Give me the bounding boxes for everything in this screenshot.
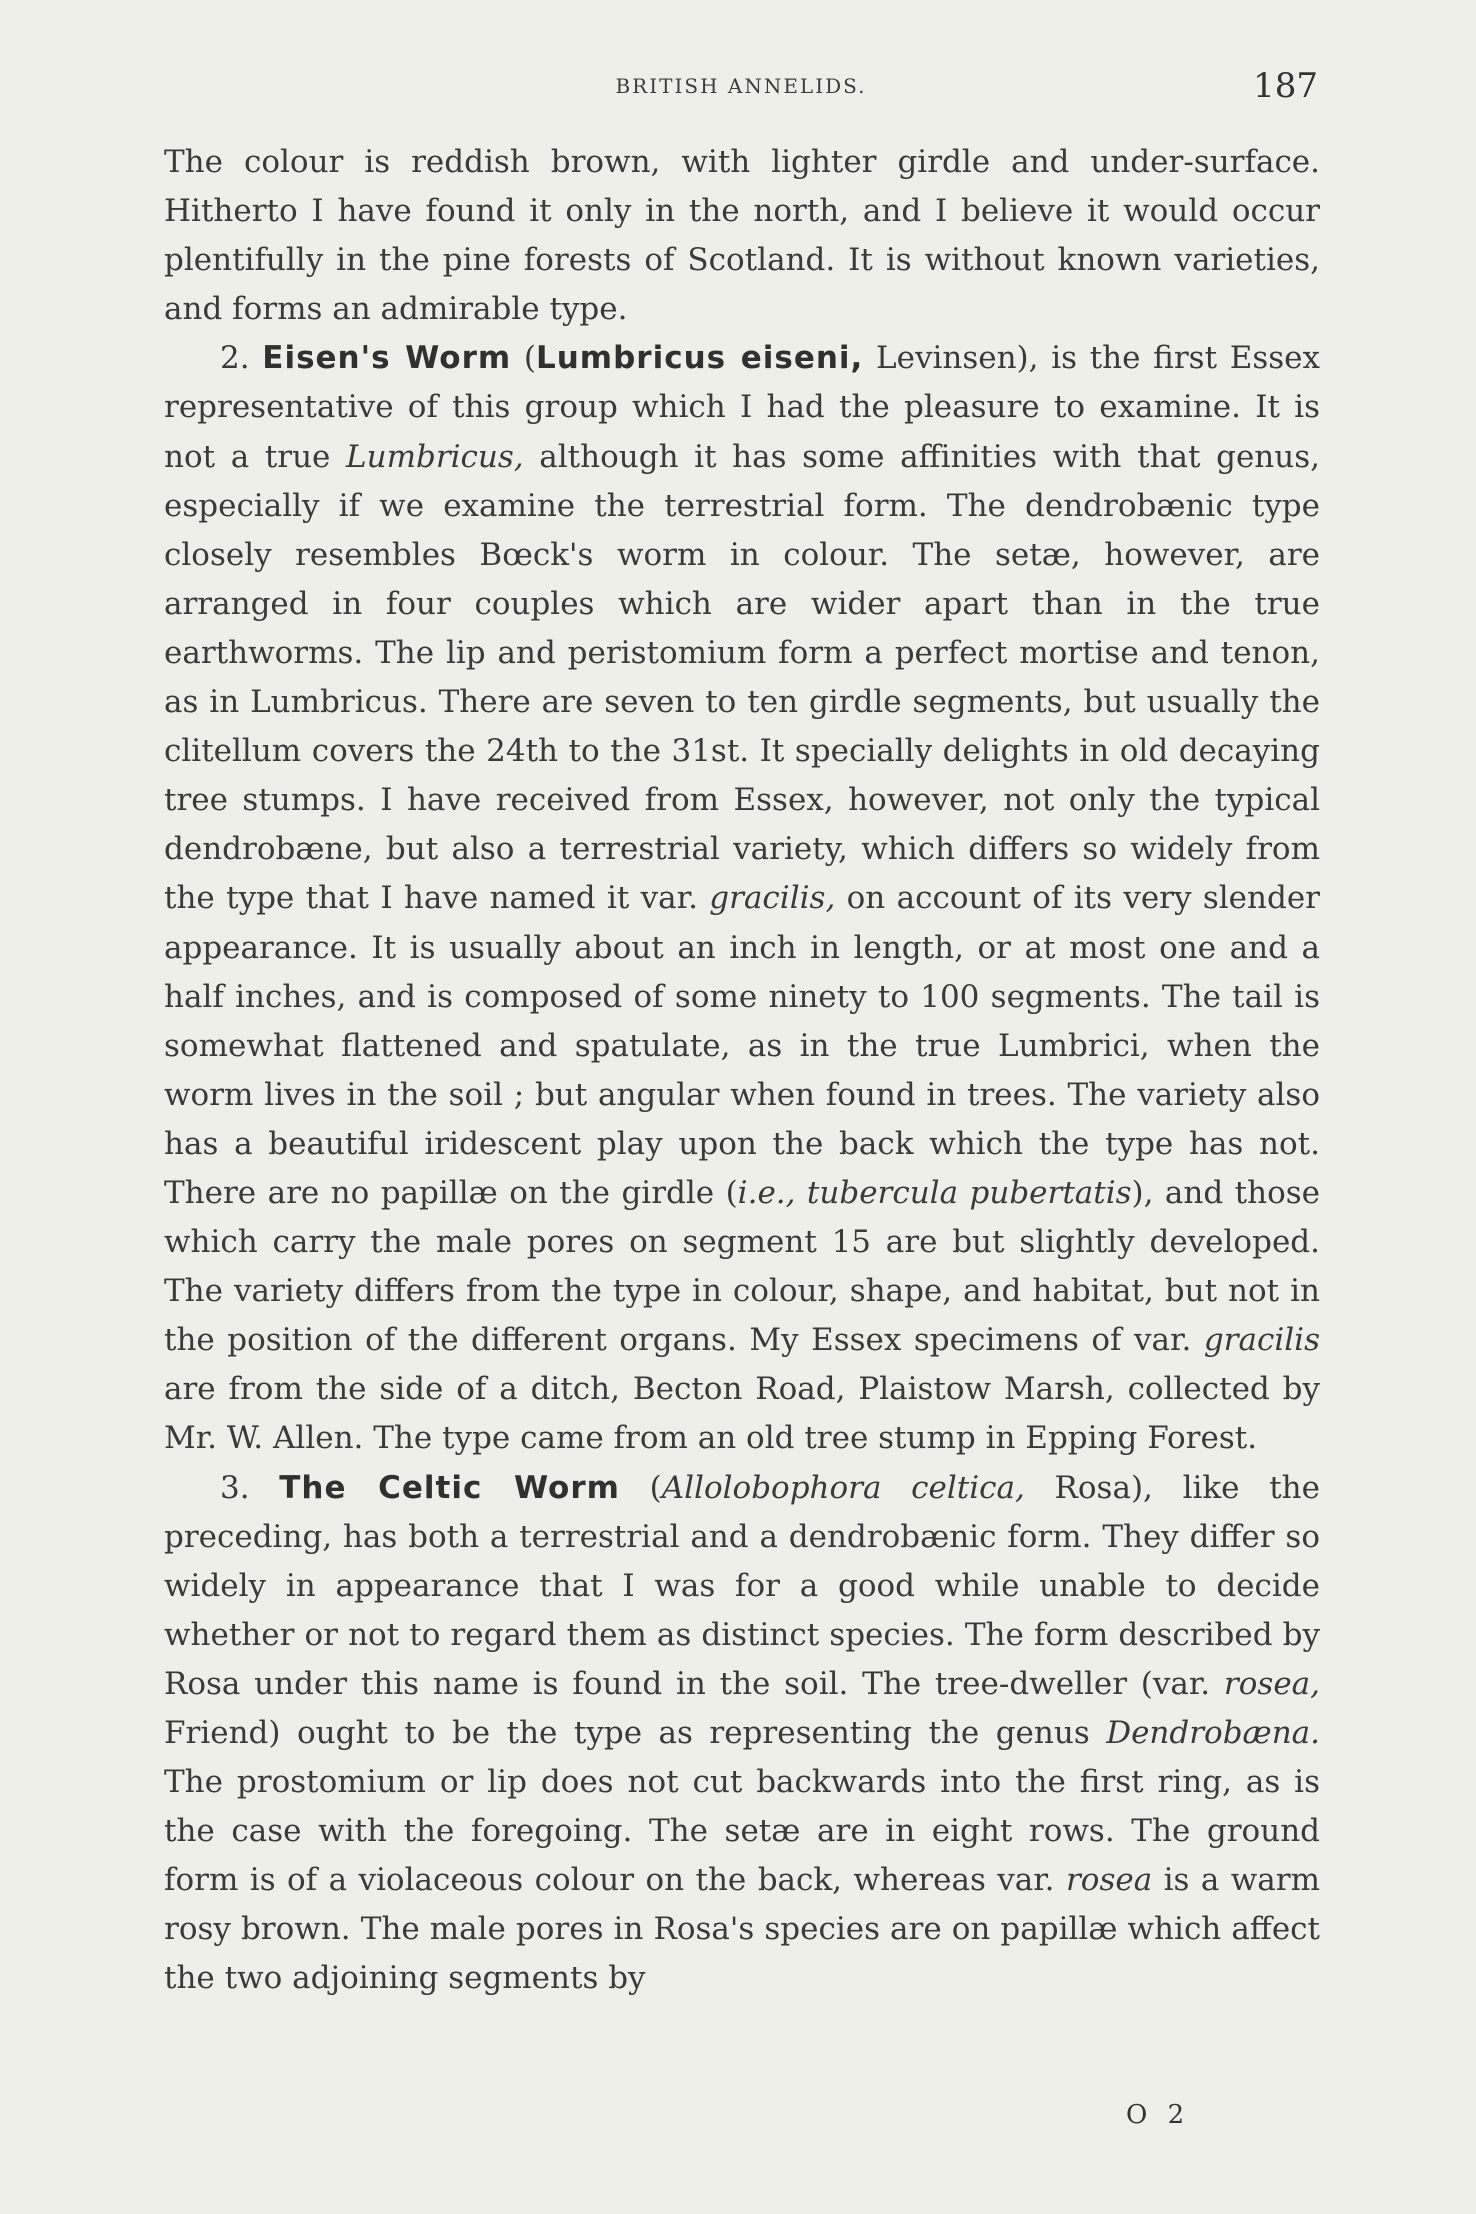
- section-number: 3.: [220, 1469, 250, 1506]
- latin-name: Lumbricus eiseni,: [535, 340, 864, 377]
- paren-open: (: [523, 340, 536, 377]
- text-run: is a warm rosy brown. The male pores in Rosa's species are on papillæ which affect the two adjoining segments by: [164, 1862, 1320, 1997]
- text-run: although it has some affinities with that genus, especially if we examine the terrestrial form. The dendrobænic type closely resembles Bœck's worm in colour. The setæ, however, are arranged in four couples which are wider apart than in the true earthworms. The lip and peristomium form a perfect mortise and tenon, as in Lumbricus. There are seven to ten girdle segments, but usually the clitellum covers the 24th to the 31st. It specially delights in old decaying tree stumps. I have received from Essex, however, not only the typical dendrobæne, but also a terrestrial variety, which differs so widely from the type that I have named it var.: [164, 438, 1320, 917]
- italic-term: Allolobophora celtica,: [661, 1469, 1025, 1506]
- text-run: Friend) ought to be the type as representing the genus: [164, 1715, 1107, 1751]
- body-text: [164, 138, 1320, 2004]
- species-heading: The Celtic Worm: [279, 1469, 620, 1506]
- section-number: 2.: [220, 340, 250, 377]
- text-run: Rosa), like the preceding, has both a terrestrial and a dendrobænic form. They differ so widely in appearance that I was for a good while unable to decide whether or not to regard them as distinct species. The form described by Rosa under this name is found in the soil. The tree-dweller (var.: [164, 1469, 1320, 1702]
- text-run: are from the side of a ditch, Becton Road, Plaistow Marsh, collected by Mr. W. Allen. The type came from an old tree stump in Epping Forest.: [164, 1371, 1320, 1457]
- page-number: 187: [1253, 66, 1318, 106]
- paragraph-colour-description: [164, 138, 1320, 334]
- signature-mark: O 2: [1126, 2100, 1191, 2130]
- italic-term: gracilis: [1203, 1322, 1320, 1359]
- paragraph-eisens-worm: [164, 334, 1320, 1463]
- italic-term: Dendrobæna.: [1106, 1715, 1320, 1751]
- paren-open: (: [619, 1469, 662, 1506]
- text-run: ), and those which carry the male pores on segment 15 are but slightly developed. The variety differs from the type in colour, shape, and habitat, but not in the position of the different organs. My Essex specimens of var.: [164, 1174, 1320, 1359]
- italic-term: Lumbricus,: [346, 438, 524, 475]
- species-heading: Eisen's Worm: [262, 340, 512, 377]
- italic-term: rosea,: [1223, 1665, 1320, 1702]
- text-run: The prostomium or lip does not cut backwards into the first ring, as is the case with the foregoing. The setæ are in eight rows. The ground form is of a violaceous colour on the back, whereas var.: [164, 1764, 1320, 1899]
- running-title: BRITISH ANNELIDS.: [615, 74, 867, 98]
- paragraph-celtic-worm: [164, 1464, 1320, 2004]
- italic-term: rosea: [1065, 1862, 1153, 1899]
- italic-term: i.e., tubercula pubertatis: [737, 1174, 1132, 1211]
- italic-term: gracilis,: [709, 880, 836, 917]
- paragraph-text: The colour is reddish brown, with lighter girdle and under-surface. Hitherto I have found it only in the north, and I believe it would occur plentifully in the pine forests of Scotland. It is without known varieties, and forms an admirable type.: [164, 144, 1320, 328]
- text-run: Levinsen), is the first Essex representative of this group which I had the pleasure to examine. It is not a true: [164, 340, 1320, 475]
- running-head: [164, 66, 1318, 116]
- text-run: on account of its very slender appearance. It is usually about an inch in length, or at most one and a half inches, and is composed of some ninety to 100 segments. The tail is somewhat flattened and spatulate, as in the true Lumbrici, when the worm lives in the soil ; but angular when found in trees. The variety also has a beautiful iridescent play upon the back which the type has not. There are no papillæ on the girdle (: [164, 880, 1321, 1211]
